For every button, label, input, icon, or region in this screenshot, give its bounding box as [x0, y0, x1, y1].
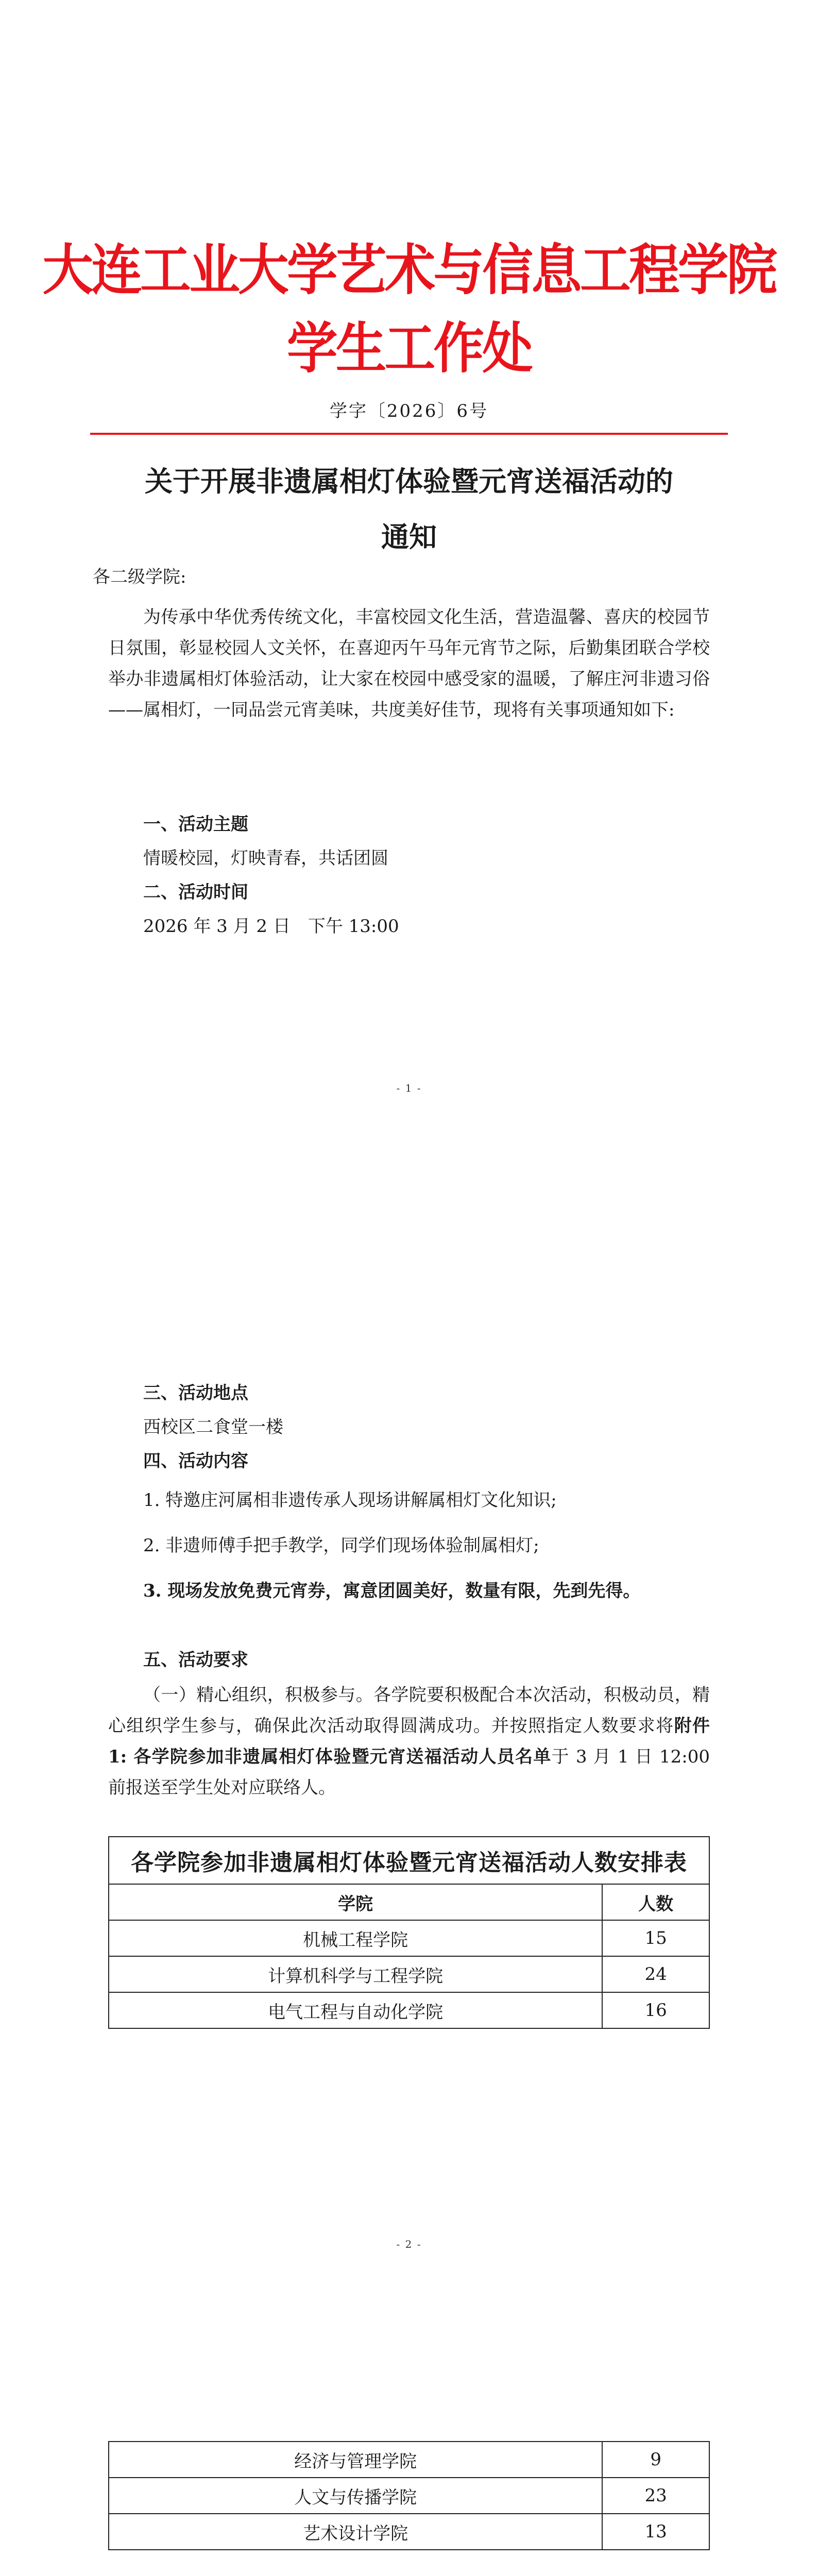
- requirement-1-lead: （一）精心组织，积极参与。: [143, 1685, 374, 1705]
- red-header-rule: [90, 433, 728, 435]
- table-cell-count: 24: [602, 1956, 709, 1992]
- table-cell-count: 9: [602, 2442, 709, 2478]
- table-header-count: 人数: [602, 1884, 709, 1920]
- table-header-college: 学院: [109, 1884, 602, 1920]
- section-4-heading: 四、活动内容: [143, 1451, 248, 1471]
- page-number-2: - 2 -: [396, 2238, 422, 2250]
- requirement-1-text-b: 于 3 月 1 日 12:00 前报送至学生处对应联络人。: [108, 1747, 710, 1798]
- table-cell-college: 电气工程与自动化学院: [109, 1992, 602, 2028]
- table-caption: 各学院参加非遗属相灯体验暨元宵送福活动人数安排表: [109, 1837, 709, 1884]
- section-3-heading: 三、活动地点: [143, 1383, 248, 1403]
- table-row: [109, 2478, 709, 2514]
- page-number-1: - 1 -: [396, 1082, 422, 1094]
- table-cell-count: 16: [602, 1992, 709, 2028]
- red-header-org-title: 大连工业大学艺术与信息工程学院学生工作处: [42, 238, 776, 380]
- table-row: [109, 2514, 709, 2550]
- document-title: [93, 453, 725, 565]
- section-3-text: 西校区二食堂一楼: [143, 1417, 283, 1437]
- document-title-line-2: 通知: [381, 520, 437, 553]
- table-row: [109, 1956, 709, 1992]
- section-5-heading: 五、活动要求: [143, 1650, 248, 1670]
- requirement-1-paragraph: [108, 1680, 710, 1803]
- roster-table-part-2: [108, 2441, 710, 2550]
- table-cell-college: 艺术设计学院: [109, 2514, 602, 2550]
- table-cell-count: 23: [602, 2478, 709, 2514]
- section-4-item-2: 2. 非遗师傅手把手教学，同学们现场体验制属相灯;: [143, 1535, 539, 1556]
- section-2-text: 2026 年 3 月 2 日 下午 13:00: [143, 916, 399, 937]
- salutation: 各二级学院:: [93, 567, 186, 587]
- table-cell-count: 15: [602, 1920, 709, 1956]
- table-cell-college: 经济与管理学院: [109, 2442, 602, 2478]
- section-2-heading: 二、活动时间: [143, 882, 248, 903]
- table-cell-college: 计算机科学与工程学院: [109, 1956, 602, 1992]
- table-cell-count: 13: [602, 2514, 709, 2550]
- document-page-1: [0, 0, 818, 1156]
- intro-paragraph: 为传承中华优秀传统文化，丰富校园文化生活，营造温馨、喜庆的校园节日氛围，彰显校园人文关怀，在喜迎丙午马年元宵节之际，后勤集团联合学校举办非遗属相灯体验活动，让大家在校园中感受家的温暖，了解庄河非遗习俗——属相灯，一同品尝元宵美味，共度美好佳节，现将有关事项通知如下:: [108, 607, 710, 720]
- section-1-text: 情暖校园，灯映青春，共话团圆: [143, 848, 388, 869]
- requirement-1-attachment: 附件 1: 各学院参加非遗属相灯体验暨元宵送福活动人员名单: [108, 1716, 710, 1767]
- section-1-heading: 一、活动主题: [143, 814, 248, 835]
- document-number: 学字〔2026〕6号: [329, 401, 489, 421]
- section-4-item-3: 3. 现场发放免费元宵券，寓意团圆美好，数量有限，先到先得。: [143, 1581, 641, 1601]
- document-page-2: [0, 1156, 818, 2312]
- table-row: [109, 1920, 709, 1956]
- table-row: [109, 1992, 709, 2028]
- document-page-3: [0, 2312, 818, 2576]
- section-4-item-1: 1. 特邀庄河属相非遗传承人现场讲解属相灯文化知识;: [143, 1490, 557, 1511]
- roster-table-part-1: [108, 1836, 710, 2029]
- table-cell-college: 机械工程学院: [109, 1920, 602, 1956]
- requirement-1-text-a: 各学院要积极配合本次活动，积极动员，精心组织学生参与，确保此次活动取得圆满成功。并按照指定人数要求将: [108, 1685, 710, 1736]
- table-row: [109, 2442, 709, 2478]
- table-cell-college: 人文与传播学院: [109, 2478, 602, 2514]
- document-title-line-1: 关于开展非遗属相灯体验暨元宵送福活动的: [145, 465, 673, 498]
